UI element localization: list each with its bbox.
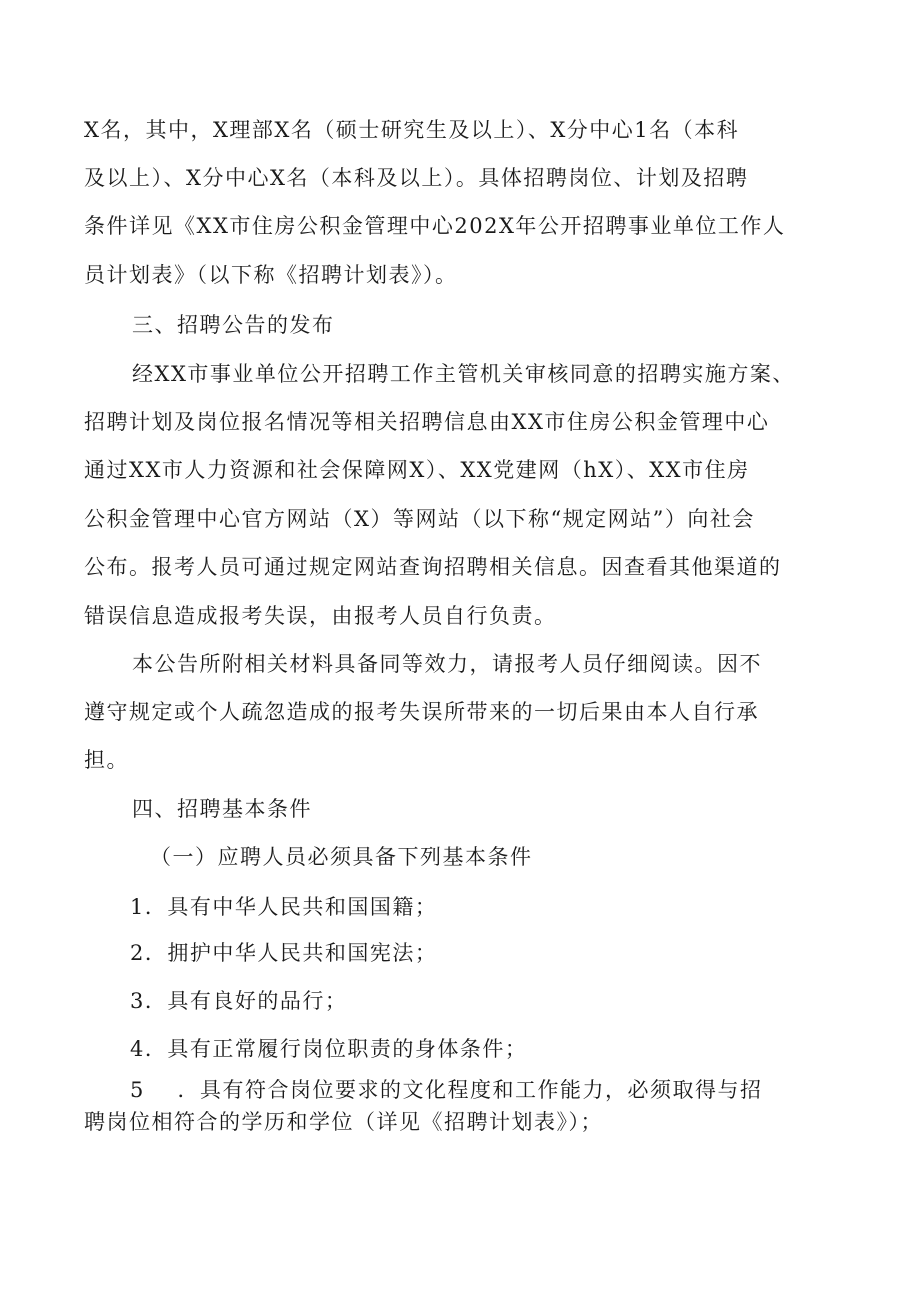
text-line: 错误信息造成报考失误，由报考人员自行负责。 [84,604,557,628]
text-line: X名，其中，X理部X名（硕士研究生及以上）、X分中心1名（本科 [84,118,740,142]
subsection-heading: （一）应聘人员必须具备下列基本条件 [150,845,533,869]
text-line: 经XX市事业单位公开招聘工作主管机关审核同意的招聘实施方案、 [132,362,795,386]
text-line: 遵守规定或个人疏忽造成的报考失误所带来的一切后果由本人自行承 [84,700,759,724]
list-item: 1．具有中华人民共和国国籍； [130,895,438,919]
section-heading: 四、招聘基本条件 [132,797,312,821]
section-heading: 三、招聘公告的发布 [132,313,335,337]
text-line: 公布。报考人员可通过规定网站查询招聘相关信息。因查看其他渠道的 [84,555,782,579]
list-item: 3．具有良好的品行； [130,989,348,1013]
text-line: 本公告所附相关材料具备同等效力，请报考人员仔细阅读。因不 [132,652,762,676]
text-line: 及以上）、X分中心X名（本科及以上）。具体招聘岗位、计划及招聘 [84,166,749,190]
text-line: 员计划表》（以下称《招聘计划表》）。 [84,263,458,287]
list-item: 2．拥护中华人民共和国宪法； [130,941,438,965]
list-item: 4．具有正常履行岗位职责的身体条件； [130,1037,528,1061]
list-item: 5 ．具有符合岗位要求的文化程度和工作能力，必须取得与招 [130,1078,763,1102]
text-line: 条件详见《XX市住房公积金管理中心202X年公开招聘事业单位工作人 [84,214,786,238]
text-line: 公积金管理中心官方网站（X）等网站（以下称“规定网站”）向社会 [84,507,755,531]
text-line: 聘岗位相符合的学历和学位（详见《招聘计划表》）； [84,1110,603,1134]
text-line: 招聘计划及岗位报名情况等相关招聘信息由XX市住房公积金管理中心 [84,410,770,434]
text-line: 担。 [84,748,129,772]
text-line: 通过XX市人力资源和社会保障网X）、XX党建网（hX）、XX市住房 [84,458,750,482]
